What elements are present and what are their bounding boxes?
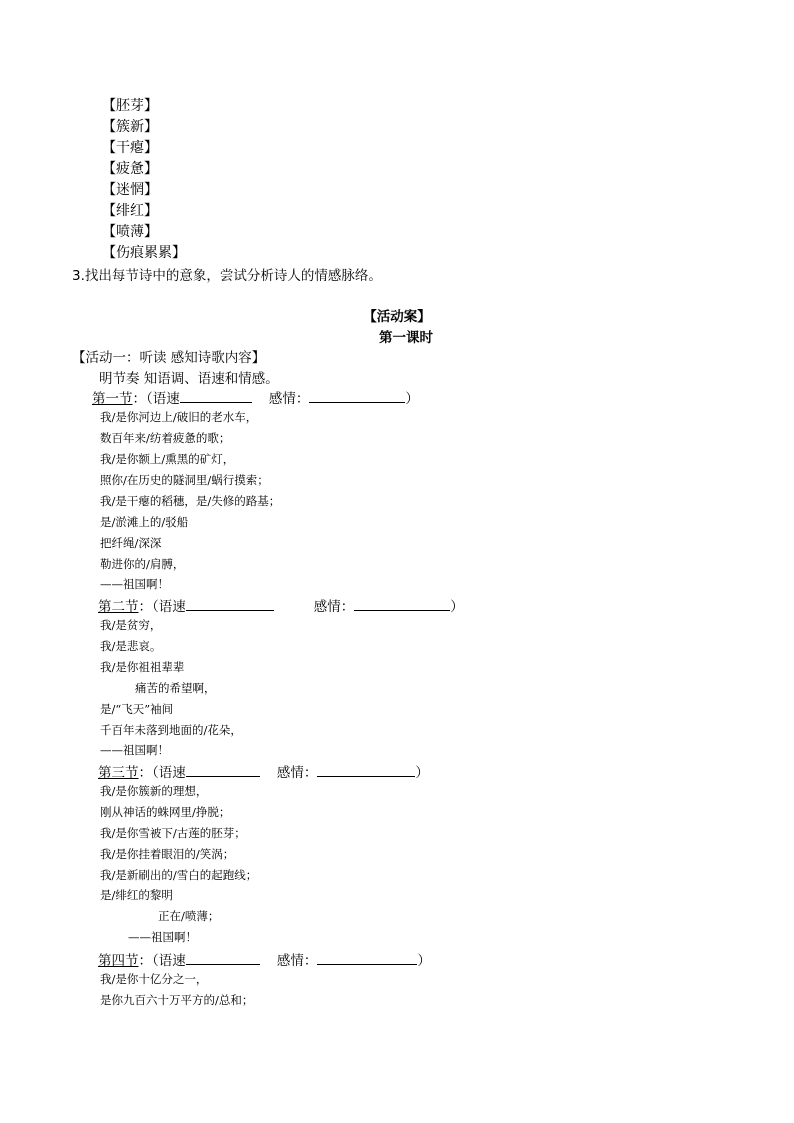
section-title: 第四节 — [98, 953, 139, 969]
poem-line: 正在/喷薄； — [158, 909, 220, 923]
speed-label: ：（语速 — [138, 765, 186, 781]
poem-line: 把纤绳/深深 — [100, 536, 162, 550]
close-paren: ） — [415, 765, 429, 781]
speed-label: ：（语速 — [138, 599, 186, 615]
case-title: 【活动案】 — [363, 309, 431, 325]
poem-line: 我/是你额上/熏黑的矿灯， — [100, 452, 235, 466]
speed-blank[interactable] — [186, 952, 260, 965]
section-1-line — [92, 387, 419, 407]
vocab-item: 【干瘪】 — [102, 140, 158, 156]
vocab-item: 【喷薄】 — [102, 224, 158, 240]
section-2-line — [98, 595, 464, 615]
emotion-blank[interactable] — [317, 952, 417, 965]
poem-line: 我/是你十亿分之一， — [100, 972, 208, 986]
section-title: 第三节 — [98, 765, 139, 781]
vocab-item: 【迷惘】 — [102, 182, 158, 198]
poem-line: ——祖国啊！ — [100, 577, 169, 591]
question-3: 3.找出每节诗中的意象，尝试分析诗人的情感脉络。 — [72, 268, 382, 284]
poem-line: 是/“飞天”袖间 — [100, 702, 174, 716]
vocab-item: 【簇新】 — [102, 119, 158, 135]
emotion-blank[interactable] — [354, 598, 450, 611]
vocab-item: 【绯红】 — [102, 203, 158, 219]
poem-line: ——祖国啊！ — [100, 743, 169, 757]
speed-blank[interactable] — [180, 390, 252, 403]
poem-line: 我/是你河边上/破旧的老水车， — [100, 410, 258, 424]
poem-line: 我/是贫穷， — [100, 618, 162, 632]
speed-blank[interactable] — [186, 598, 274, 611]
emotion-blank[interactable] — [309, 390, 405, 403]
speed-label: ：（语速 — [138, 953, 186, 969]
emotion-label: 感情： — [276, 765, 318, 781]
section-title: 第一节 — [92, 391, 133, 407]
poem-line: 照你/在历史的隧洞里/蜗行摸索； — [100, 473, 269, 487]
poem-line: 是你九百六十万平方的/总和； — [100, 993, 254, 1007]
poem-line: 是/绯红的黎明 — [100, 888, 173, 902]
emotion-label: 感情： — [268, 391, 310, 407]
poem-line: 千百年未落到地面的/花朵， — [100, 723, 242, 737]
poem-line: 勒进你的/肩膊， — [100, 557, 185, 571]
poem-line: 是/淤滩上的/驳船 — [100, 515, 189, 529]
emotion-blank[interactable] — [317, 764, 415, 777]
section-title: 第二节 — [98, 599, 139, 615]
speed-label: ：（语速 — [132, 391, 180, 407]
poem-line: 刚从神话的蛛网里/挣脱； — [100, 805, 231, 819]
close-paren: ） — [405, 391, 419, 407]
poem-line: 我/是你雪被下/古莲的胚芽； — [100, 826, 246, 840]
poem-line: 我/是悲哀。 — [100, 639, 162, 653]
poem-line: 数百年来/纺着疲惫的歌； — [100, 431, 231, 445]
vocab-item: 【胚芽】 — [102, 98, 158, 114]
speed-blank[interactable] — [186, 764, 260, 777]
poem-line: 我/是你挂着眼泪的/笑涡； — [100, 847, 235, 861]
lesson-title: 第一课时 — [379, 330, 433, 346]
vocab-item: 【疲惫】 — [102, 161, 158, 177]
close-paren: ） — [450, 599, 464, 615]
activity-intro: 明节奏 知语调、语速和情感。 — [99, 371, 279, 387]
emotion-label: 感情： — [313, 599, 355, 615]
vocab-item: 【伤痕累累】 — [102, 245, 186, 261]
poem-line: 痛苦的希望啊， — [135, 681, 216, 695]
poem-line: ——祖国啊！ — [128, 930, 197, 944]
close-paren: ） — [417, 953, 431, 969]
section-3-line — [98, 761, 429, 781]
poem-line: 我/是你祖祖辈辈 — [100, 660, 185, 674]
poem-line: 我/是你簇新的理想， — [100, 784, 208, 798]
activity-1-heading: 【活动一：听读 感知诗歌内容】 — [72, 350, 266, 366]
section-4-line — [98, 949, 431, 969]
poem-line: 我/是干瘪的稻穗，是/失修的路基； — [100, 494, 281, 508]
poem-line: 我/是新刷出的/雪白的起跑线； — [100, 868, 258, 882]
emotion-label: 感情： — [276, 953, 318, 969]
